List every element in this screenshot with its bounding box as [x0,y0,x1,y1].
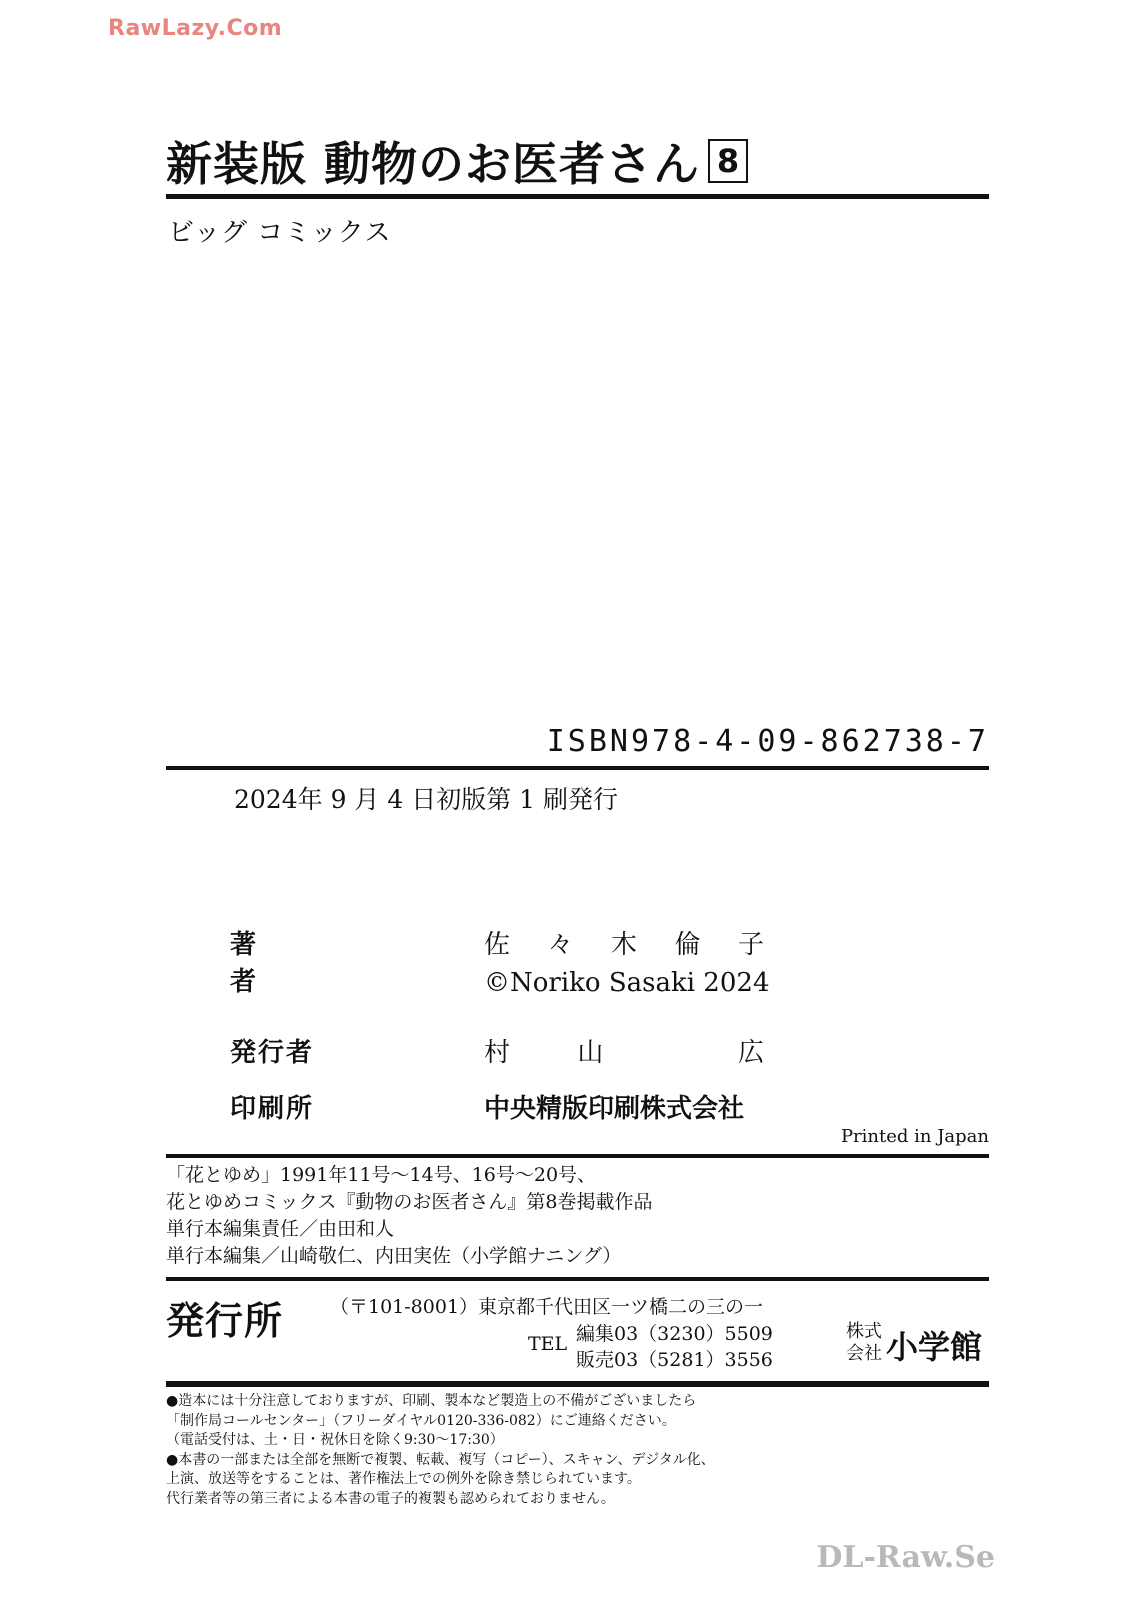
notes-rule [166,1277,989,1281]
publisher-label: 発行所 [166,1299,284,1343]
publisher-person-name [484,1032,764,1069]
tel-numbers [576,1321,773,1373]
note-line: 単行本編集責任／由田和人 [166,1218,395,1240]
author-char: 木 [610,930,637,960]
title-row [166,128,748,194]
disclaimer [166,1392,715,1509]
author-label-text: 著者 [230,930,287,997]
printed-rule [166,1154,989,1158]
note-line: 花とゆめコミックス『動物のお医者さん』第8巻掲載作品 [166,1191,653,1213]
printed-in: Printed in Japan [840,1126,989,1147]
disclaimer-line: 上演、放送等をすることは、著作権法上での例外を除き禁じられています。 [166,1471,641,1487]
publisher-address: （〒101-8001）東京都千代田区一ツ橋二の三の一 [330,1296,764,1318]
disclaimer-line: 「制作局コールセンター」（フリーダイヤル0120-336-082）にご連絡ください。 [166,1412,676,1429]
author-char: 子 [737,930,764,960]
series-name: ビッグ コミックス [168,218,392,248]
title-rule [166,194,989,199]
watermark-top: RawLazy.Com [108,16,283,41]
copyright: ©Noriko Sasaki 2024 [484,968,770,998]
note-line: 単行本編集／山崎敬仁、内田実佐（小学館ナニング） [166,1245,622,1267]
note-line: 「花とゆめ」1991年11号～14号、16号～20号、 [166,1164,597,1186]
disclaimer-line: ●本書の一部または全部を無断で複製、転載、複写（コピー）、スキャン、デジタル化、 [166,1451,715,1468]
author-char: 々 [547,930,574,960]
author-char: 倫 [674,930,701,960]
publisher-person-label: 発行者 [230,1038,315,1068]
disclaimer-line: ●造本には十分注意しておりますが、印刷、製本など製造上の不備がございましたら [166,1393,697,1409]
company-type-line: 会社 [846,1343,882,1364]
author-label [230,924,314,998]
watermark-bottom: DL-Raw.Se [816,1540,995,1575]
book-title: 新装版 動物のお医者さん [166,137,701,191]
publisher-person-char: 山 [577,1038,604,1068]
volume-number: 8 [708,139,748,183]
company-type [843,1321,885,1365]
publisher-rule [166,1381,989,1387]
author-name [484,924,764,961]
printer-label: 印刷所 [230,1094,315,1124]
printer-name: 中央精版印刷株式会社 [484,1094,745,1124]
tel-label: TEL [528,1333,568,1355]
tel-editorial: 編集03（3230）5509 [576,1323,773,1345]
publisher-person-char: 村 [484,1038,511,1068]
publisher-person-char: 広 [737,1038,764,1068]
disclaimer-line: （電話受付は、土・日・祝休日を除く9:30～17:30） [166,1432,504,1448]
isbn: ISBN978-4-09-862738-7 [546,724,989,759]
tel-sales: 販売03（5281）3556 [576,1349,773,1371]
company-type-line: 株式 [846,1321,882,1342]
publication-date: 2024年 9 月 4 日初版第 1 刷発行 [234,785,619,814]
publisher-name: 小学館 [886,1328,983,1366]
edition-notes [166,1162,653,1270]
disclaimer-line: 代行業者等の第三者による本書の電子的複製も認められておりません。 [166,1490,615,1507]
author-char: 佐 [484,930,511,960]
isbn-rule [166,766,989,770]
